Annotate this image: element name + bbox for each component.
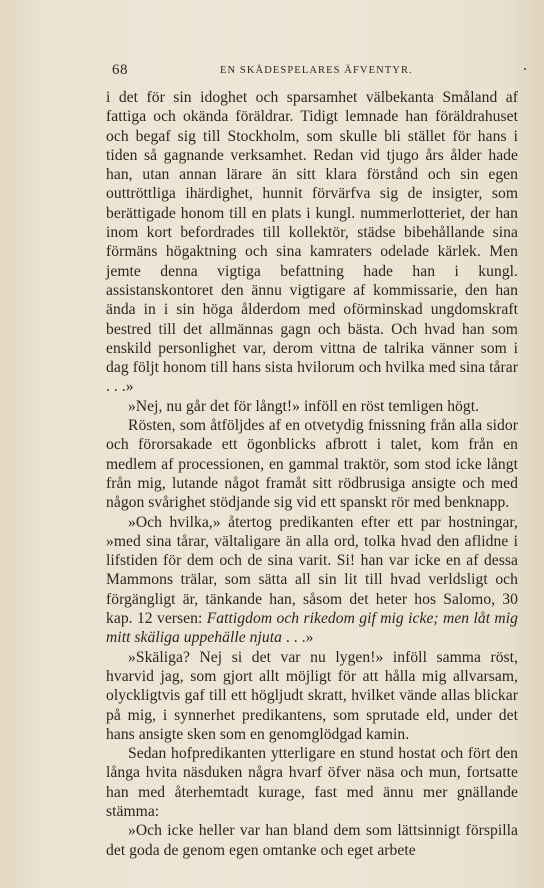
page-header xyxy=(112,62,532,82)
paragraph xyxy=(106,397,518,416)
paragraph-text: »Skäliga? Nej si det var nu lygen!» inföll samma röst, hvarvid jag, som gjort allt möjligt för att hålla mig allvarsam, olyckligtvis gaf till ett högljudt skratt, hvilket vände allas blickar på mig, i synnerhet predikantens, som sprutade eld, under det hans ansigte sken som en genomglödgad kamin. xyxy=(106,648,518,743)
bible-quote-italic: Fattigdom och rikedom gif mig icke; men låt mig mitt skäliga uppehälle njuta xyxy=(106,610,518,647)
paragraph xyxy=(106,648,518,744)
paragraph xyxy=(106,821,518,860)
paragraph xyxy=(106,513,518,648)
ink-speck xyxy=(524,68,526,70)
page-number: 68 xyxy=(112,62,128,78)
paragraph-text: »Och icke heller var han bland dem som lättsinnigt förspilla det goda de genom egen omtanke och eget arbete xyxy=(106,822,518,859)
paragraph-text: Rösten, som åtföljdes af en otvetydig fnissning från alla sidor och förorsakade ett ögonblicks afbrott i talet, kom från en medlem af processionen, en gammal traktör, som stod icke långt från mig, lutande något framåt sitt rödbrusiga ansigte och med någon svårighet stödjande sig vid ett spanskt rör med benknapp. xyxy=(106,417,518,512)
paragraph-text: »Nej, nu går det för långt!» inföll en röst temligen högt. xyxy=(128,397,480,415)
paragraph-text: Sedan hofpredikanten ytterligare en stund hostat och fört den långa hvita näsduken några hvarf öfver näsa och mun, fortsatte han med återhemtadt kurage, fast med ännu mer gnällande stämma: xyxy=(106,745,518,820)
paragraph xyxy=(106,416,518,512)
running-title: EN SKÅDESPELARES ÄFVENTYR. xyxy=(220,65,413,76)
paragraph-text: »Och hvilka,» återtog predikanten efter ett par hostningar, »med sina tårar, vältaligare än alla ord, tolka hvad den aflidne i lifstiden för dem och de sina varit. Si! han var icke en af dessa Mammons trälar, som sätta all sin lit till hvad verldsligt och förgängligt är, tänkande han, såsom det heter hos Salomo, 30 kap. 12 versen: xyxy=(106,513,518,628)
paragraph xyxy=(106,88,518,397)
body-text xyxy=(106,88,518,860)
paragraph-text: i det för sin idoghet och sparsamhet välbekanta Småland af fattiga och okända föräldrar. Tidigt lemnade han föräldrahuset och begaf sig till Stockholm, som skulle bli stället för hans i tiden så gagnande verksamhet. Redan vid tjugo års ålder hade han, utan annan lärare än sitt klara förstånd och sin egen outtröttliga ihärdighet, hunnit förvärfva sig de insigter, som berättigade honom till en plats i kungl. nummerlotteriet, der han inom kort befordrades till kollektör, städse bibehållande sina förmäns högaktning och sina kamraters odelade kärlek. Men jemte denna vigtiga befattning hade han i kungl. assistanskontoret den ännu vigtigare af kommissarie, den han ända in i sin höga ålderdom med oförminskad ungdomskraft bestred till det allmännas gagn och bästa. Och hvad han som enskild personlighet var, derom vittna de talrika vänner som i dag följt honom till hans sista hvilorum och hvilka med sina tårar . . .» xyxy=(106,89,518,396)
paragraph-tail: . . .» xyxy=(281,629,314,647)
paragraph xyxy=(106,744,518,821)
